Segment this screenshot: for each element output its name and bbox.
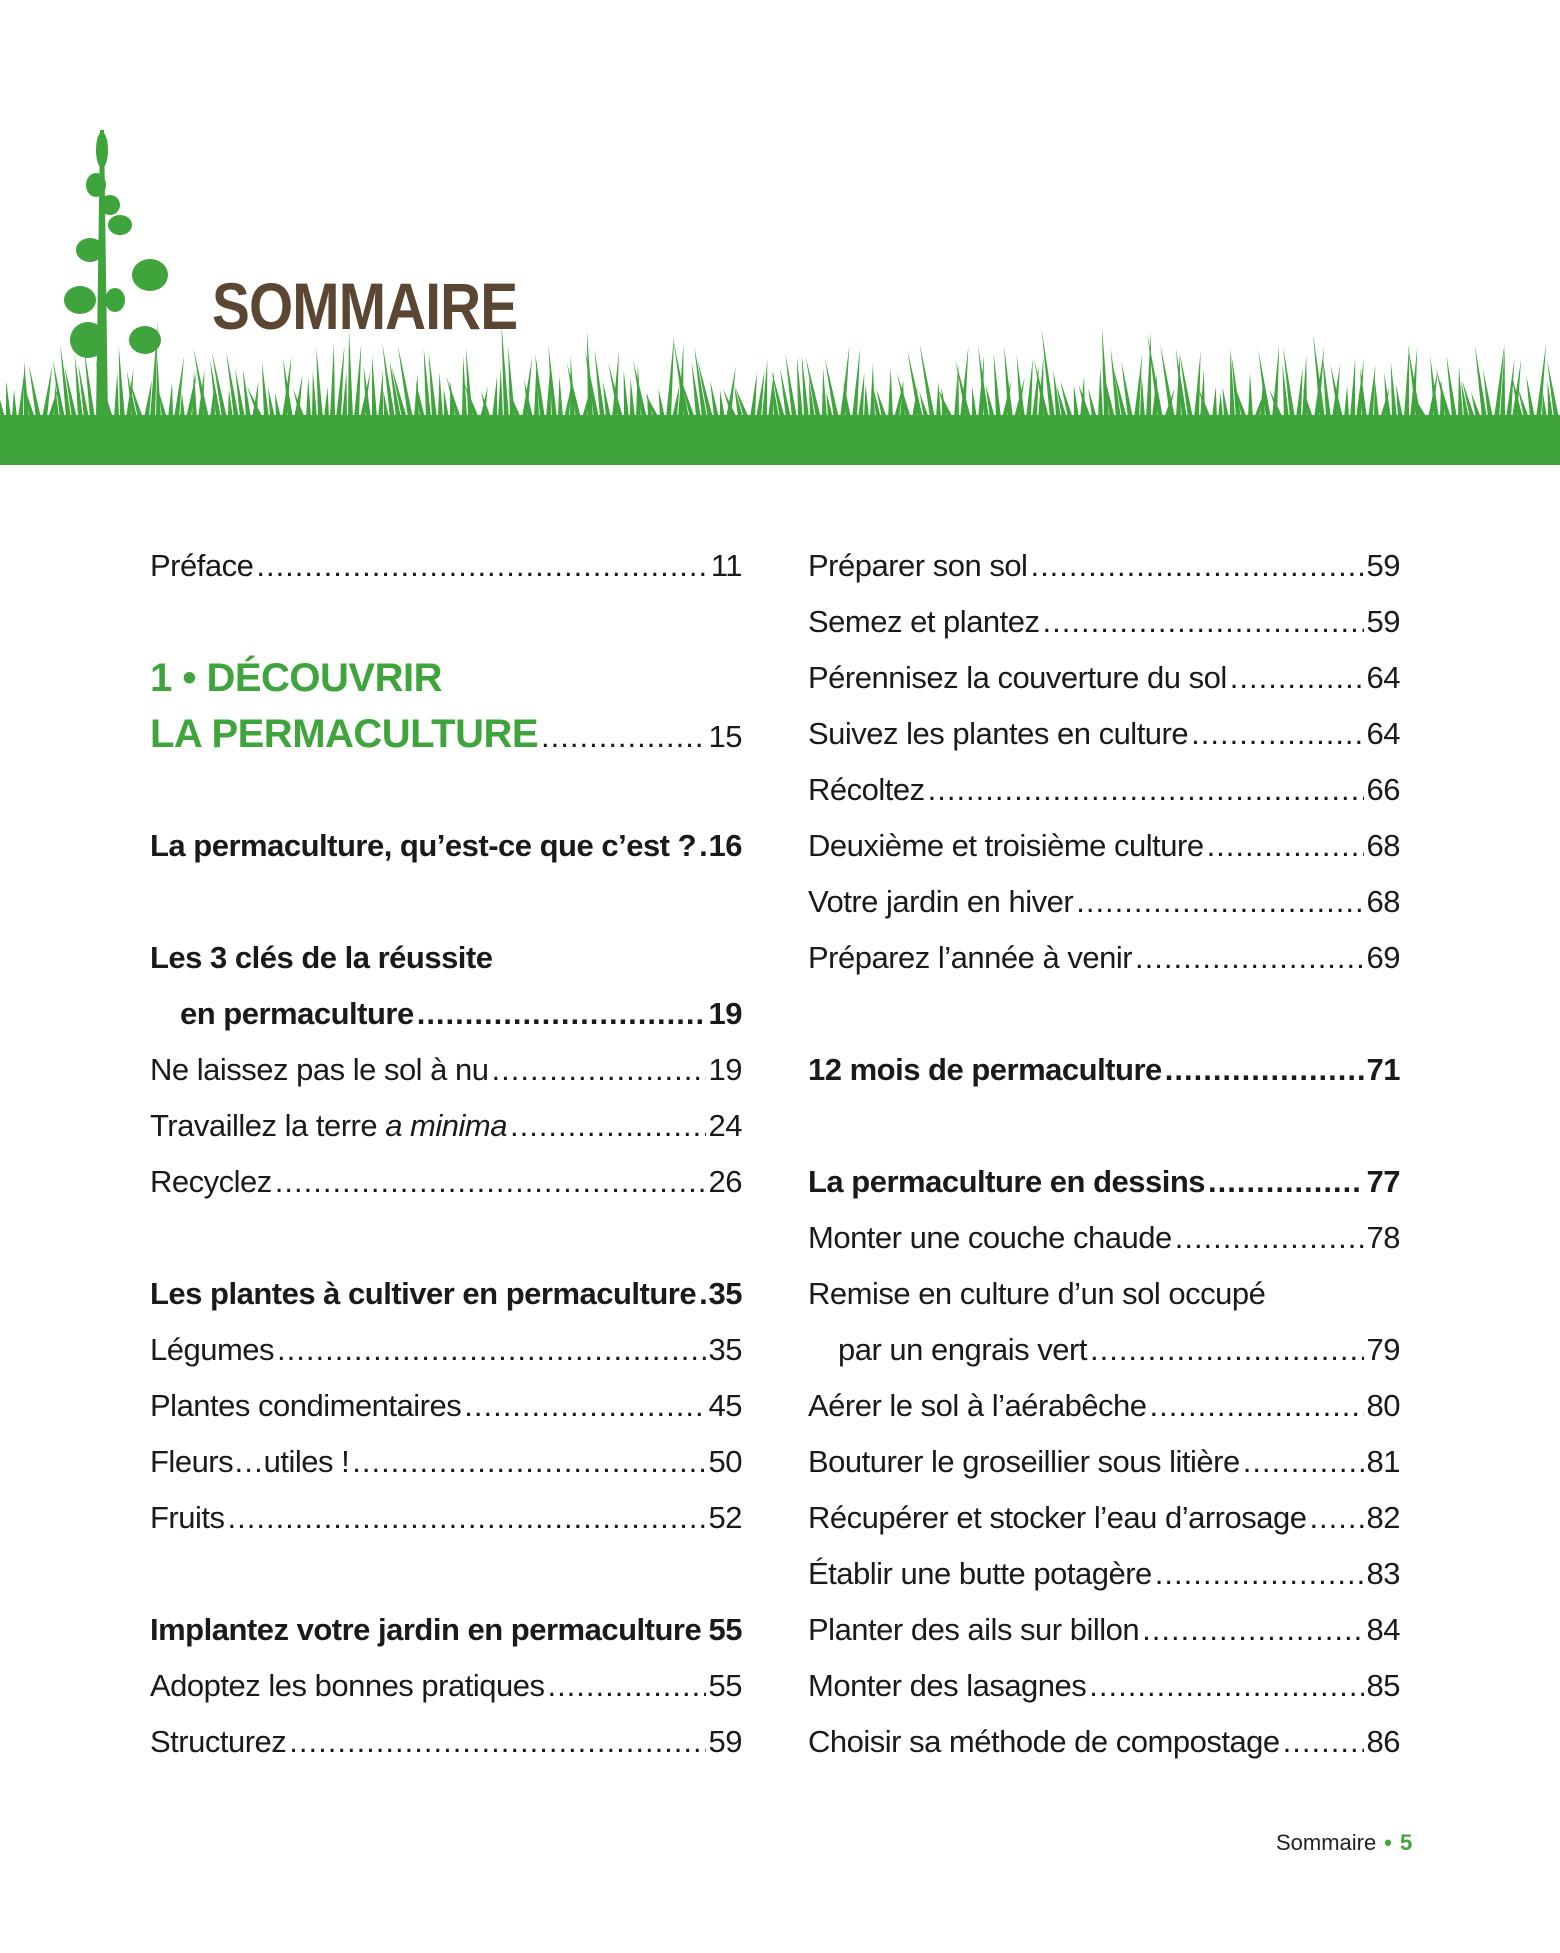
toc-entry[interactable]: Préparez l’année à venir ..... 69 xyxy=(808,930,1400,986)
toc-section[interactable]: 12 mois de permaculture ..... 71 xyxy=(808,1042,1400,1098)
toc-entry[interactable]: Remise en culture d’un sol occupé xyxy=(808,1276,1266,1311)
footer-label: Sommaire xyxy=(1276,1830,1377,1855)
toc-entry[interactable]: Préparer son sol ..... 59 xyxy=(808,538,1400,594)
toc-entry[interactable]: Ne laissez pas le sol à nu ..... 19 xyxy=(150,1042,742,1098)
toc-entry[interactable]: Aérer le sol à l’aérabêche ..... 80 xyxy=(808,1378,1400,1434)
toc-entry[interactable]: Établir une butte potagère ..... 83 xyxy=(808,1546,1400,1602)
toc-entry[interactable]: Pérennisez la couverture du sol ..... 64 xyxy=(808,650,1400,706)
toc-entry[interactable]: Fruits ..... 52 xyxy=(150,1490,742,1546)
toc-left-column xyxy=(150,538,742,1770)
header-banner xyxy=(0,0,1560,465)
chapter-heading-line2[interactable]: LA PERMACULTURE ..... 15 xyxy=(150,706,742,762)
toc-section-line2[interactable]: en permaculture ..... 19 xyxy=(150,986,742,1042)
toc-entry[interactable]: Fleurs…utiles ! ..... 50 xyxy=(150,1434,742,1490)
toc-section[interactable]: Les plantes à cultiver en permaculture ..... 35 xyxy=(150,1266,742,1322)
page-number: 5 xyxy=(1399,1830,1413,1855)
toc-entry[interactable]: Structurez ..... 59 xyxy=(150,1714,742,1770)
chapter-heading[interactable]: 1 • DÉCOUVRIR xyxy=(150,656,442,700)
toc-entry-line2[interactable]: par un engrais vert ..... 79 xyxy=(808,1322,1400,1378)
toc-section[interactable]: La permaculture en dessins ..... 77 xyxy=(808,1154,1400,1210)
toc-entry[interactable]: Plantes condimentaires ..... 45 xyxy=(150,1378,742,1434)
toc-entry[interactable]: Récoltez ..... 66 xyxy=(808,762,1400,818)
footer-separator: • xyxy=(1384,1830,1392,1855)
toc-right-column xyxy=(808,538,1400,1770)
toc-entry[interactable]: Semez et plantez ..... 59 xyxy=(808,594,1400,650)
toc-entry[interactable]: Suivez les plantes en culture ..... 64 xyxy=(808,706,1400,762)
toc-entry[interactable]: Préface ..... 11 xyxy=(150,538,742,594)
toc-entry[interactable]: Adoptez les bonnes pratiques ..... 55 xyxy=(150,1658,742,1714)
toc-entry[interactable]: Monter une couche chaude ..... 78 xyxy=(808,1210,1400,1266)
page-footer xyxy=(1276,1830,1412,1856)
toc-entry[interactable]: Bouturer le groseillier sous litière ..... 81 xyxy=(808,1434,1400,1490)
toc-entry[interactable]: Monter des lasagnes ..... 85 xyxy=(808,1658,1400,1714)
toc-entry[interactable]: Choisir sa méthode de compostage ..... 86 xyxy=(808,1714,1400,1770)
toc-entry[interactable]: Recyclez ..... 26 xyxy=(150,1154,742,1210)
toc-section[interactable]: La permaculture, qu’est-ce que c’est ? ..... 16 xyxy=(150,818,742,874)
toc-entry[interactable]: Deuxième et troisième culture ..... 68 xyxy=(808,818,1400,874)
toc-entry[interactable]: Récupérer et stocker l’eau d’arrosage ..... 82 xyxy=(808,1490,1400,1546)
toc-entry[interactable]: Votre jardin en hiver ..... 68 xyxy=(808,874,1400,930)
page-title: SOMMAIRE xyxy=(212,269,518,343)
toc-section[interactable]: Implantez votre jardin en permaculture ..... 55 xyxy=(150,1602,742,1658)
toc-entry[interactable]: Travaillez la terre a minima ..... 24 xyxy=(150,1098,742,1154)
grass-illustration xyxy=(0,0,1560,465)
toc-section[interactable]: Les 3 clés de la réussite xyxy=(150,940,493,975)
toc-entry[interactable]: Légumes ..... 35 xyxy=(150,1322,742,1378)
toc-entry[interactable]: Planter des ails sur billon ..... 84 xyxy=(808,1602,1400,1658)
